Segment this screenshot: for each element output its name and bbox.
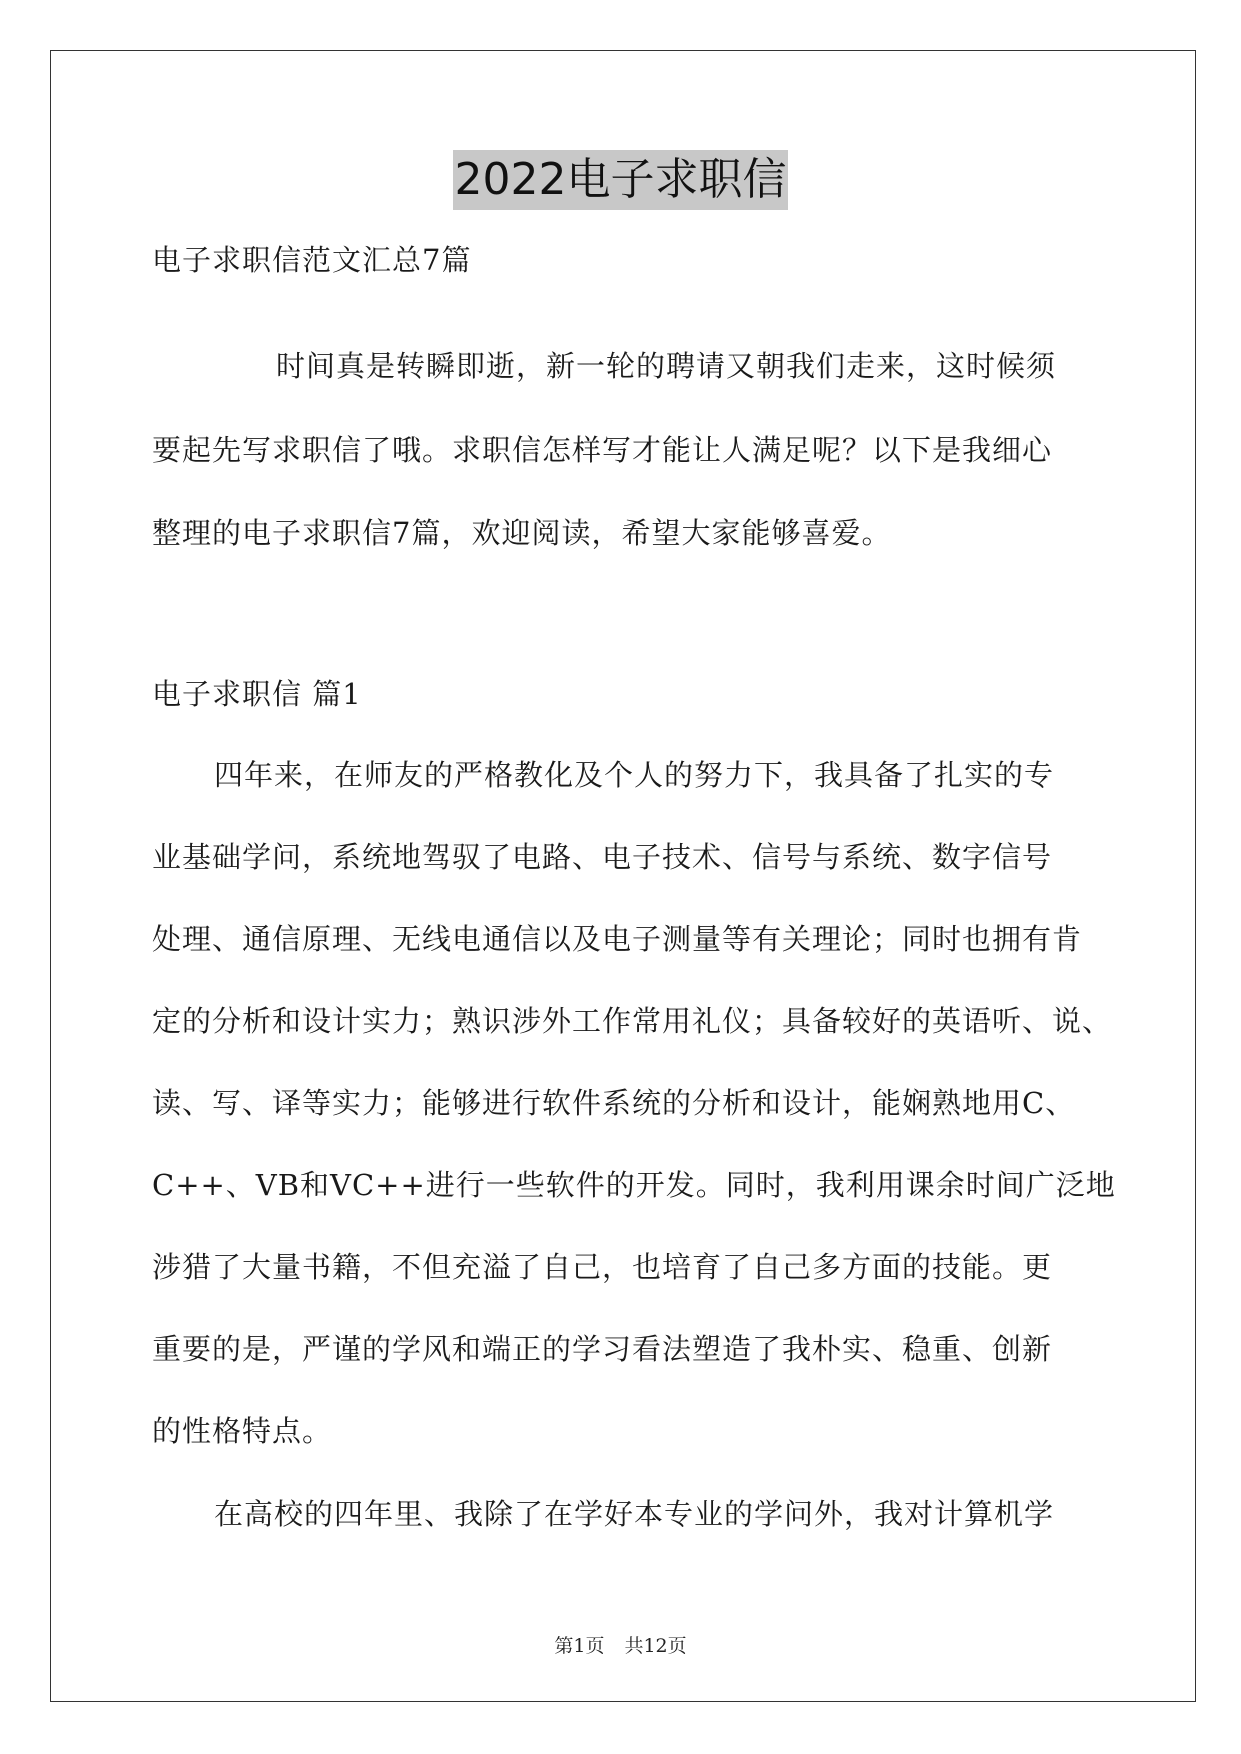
paragraph-line: 定的分析和设计实力；熟识涉外工作常用礼仪；具备较好的英语听、说、 xyxy=(152,1004,1113,1038)
section-heading: 电子求职信 篇1 xyxy=(152,677,362,711)
page-number: 第1页 xyxy=(554,1635,605,1657)
paragraph-line: 重要的是，严谨的学风和端正的学习看法塑造了我朴实、稳重、创新 xyxy=(152,1332,1053,1366)
page-footer xyxy=(0,1634,1241,1658)
paragraph-line: 业基础学问，系统地驾驭了电路、电子技术、信号与系统、数字信号 xyxy=(152,840,1053,874)
subtitle: 电子求职信范文汇总7篇 xyxy=(152,243,472,277)
paragraph-line: 在高校的四年里、我除了在学好本专业的学问外，我对计算机学 xyxy=(214,1497,1055,1531)
paragraph-line: C++、VB和VC++进行一些软件的开发。同时，我利用课余时间广泛地 xyxy=(152,1168,1116,1202)
page-total: 共12页 xyxy=(624,1635,687,1657)
paragraph-line: 读、写、译等实力；能够进行软件系统的分析和设计，能娴熟地用C、 xyxy=(152,1086,1076,1120)
title-container xyxy=(0,150,1241,210)
intro-line: 整理的电子求职信7篇，欢迎阅读，希望大家能够喜爱。 xyxy=(152,516,892,550)
paragraph-line: 四年来，在师友的严格教化及个人的努力下，我具备了扎实的专 xyxy=(214,758,1055,792)
page-border xyxy=(50,50,1196,1702)
document-title: 2022电子求职信 xyxy=(453,150,789,210)
paragraph-line: 涉猎了大量书籍，不但充溢了自己，也培育了自己多方面的技能。更 xyxy=(152,1250,1053,1284)
intro-line: 要起先写求职信了哦。求职信怎样写才能让人满足呢？以下是我细心 xyxy=(152,433,1053,467)
paragraph-line: 处理、通信原理、无线电通信以及电子测量等有关理论；同时也拥有肯 xyxy=(152,922,1083,956)
paragraph-line: 的性格特点。 xyxy=(152,1414,333,1448)
intro-line: 时间真是转瞬即逝，新一轮的聘请又朝我们走来，这时候须 xyxy=(276,349,1057,383)
